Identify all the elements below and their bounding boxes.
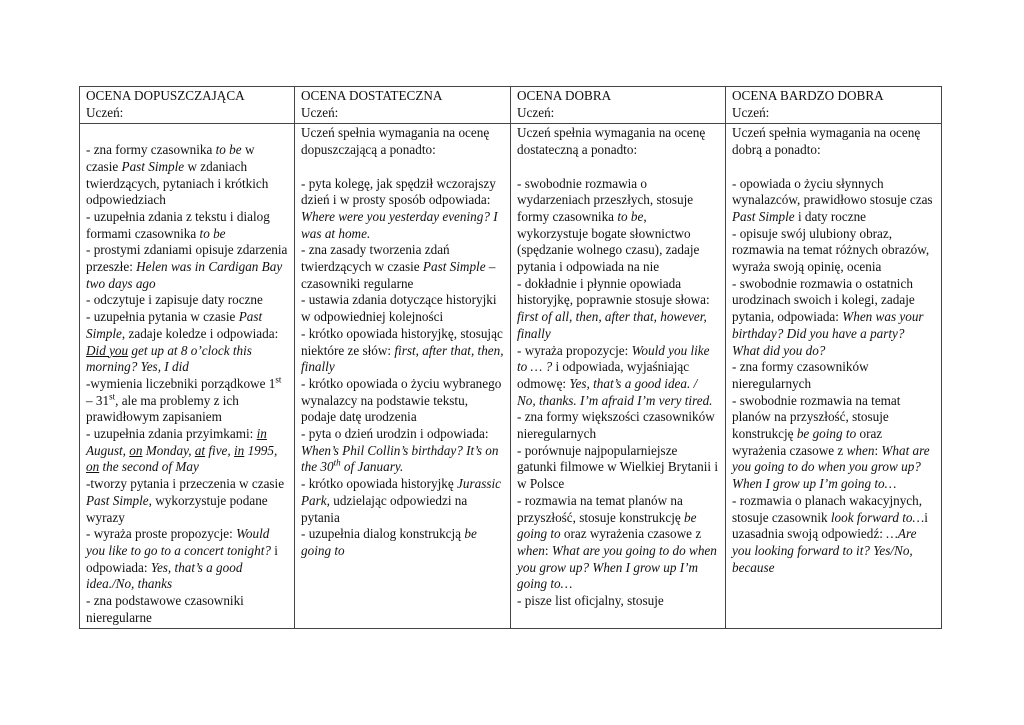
column-subtitle: Uczeń:: [517, 104, 555, 120]
criteria-item: - rozmawia na temat planów na przyszłość, stosuje konstrukcję be going to oraz wyrażenia czasowe z when: What are you going to do when you grow up? When I grow up I’m going to…: [517, 492, 717, 592]
criteria-item: - opowiada o życiu słynnych wynalazców, prawidłowo stosuje czas Past Simple i daty roczne: [732, 175, 933, 224]
criteria-item: - ustawia zdania dotyczące historyjki w odpowiedniej kolejności: [301, 292, 497, 325]
header-cell: [511, 87, 726, 124]
header-cell: [295, 87, 511, 124]
criteria-item: - swobodnie rozmawia o wydarzeniach przeszłych, stosuje formy czasownika to be, wykorzystuje bogate słownictwo (spędzanie wolnego czasu), zadaje pytania i odpowiada na nie: [517, 175, 700, 275]
criteria-item: - wyraża propozycje: Would you like to … ? i odpowiada, wyjaśniając odmowę: Yes, that’s a good idea. / No, thanks. I’m afraid I’m very tired.: [517, 342, 713, 408]
spacer: [517, 159, 719, 176]
criteria-item: - pyta kolegę, jak spędził wczorajszy dzień i w prosty sposób odpowiada: Where were you yesterday evening? I was at home.: [301, 175, 498, 241]
column-title: OCENA DOPUSZCZAJĄCA: [86, 88, 245, 103]
criteria-item: - rozmawia o planach wakacyjnych, stosuje czasownik look forward to…i uzasadnia swoją odpowiedź: …Are you looking forward to it? Yes/No, because: [732, 492, 928, 575]
column-subtitle: Uczeń:: [86, 104, 124, 120]
criteria-item: - pisze list oficjalny, stosuje: [517, 593, 664, 609]
column-subtitle: Uczeń:: [732, 104, 770, 120]
column-subtitle: Uczeń:: [301, 104, 339, 120]
criteria-item: - pyta o dzień urodzin i odpowiada: When’s Phil Collin’s birthday? It’s on the 30th of January.: [301, 426, 499, 475]
criteria-list: [86, 142, 288, 626]
criteria-item: - krótko opowiada o życiu wybranego wynalazcy na podstawie tekstu, podaje datę urodzenia: [301, 375, 502, 425]
table-header-row: [80, 87, 942, 124]
spacer: [86, 125, 288, 142]
cell-intro: Uczeń spełnia wymagania na ocenę dobrą a ponadto:: [732, 125, 921, 158]
criteria-item: - zna formy większości czasowników nieregularnych: [517, 409, 715, 442]
spacer: [732, 159, 935, 176]
column-title: OCENA BARDZO DOBRA: [732, 88, 884, 103]
criteria-item: - krótko opowiada historyjkę Jurassic Park, udzielając odpowiedzi na pytania: [301, 476, 501, 525]
cell-intro: Uczeń spełnia wymagania na ocenę dopuszczającą a ponadto:: [301, 125, 490, 158]
criteria-item: - swobodnie rozmawia o ostatnich urodzinach swoich i kolegi, zadaje pytania, odpowiada: When was your birthday? Did you have a party? What did you do?: [732, 275, 924, 358]
criteria-cell: [80, 124, 295, 629]
criteria-item: - zna podstawowe czasowniki nieregularne: [86, 593, 244, 625]
criteria-item: -tworzy pytania i przeczenia w czasie Past Simple, wykorzystuje podane wyrazy: [86, 476, 285, 525]
criteria-list: [732, 176, 935, 577]
column-title: OCENA DOSTATECZNA: [301, 88, 443, 103]
criteria-item: - uzupełnia zdania z tekstu i dialog formami czasownika to be: [86, 208, 270, 241]
criteria-item: - uzupełnia dialog konstrukcją be going to: [301, 526, 477, 558]
cell-intro: Uczeń spełnia wymagania na ocenę dostateczną a ponadto:: [517, 125, 706, 158]
spacer: [301, 159, 504, 176]
criteria-list: [301, 176, 504, 560]
criteria-item: - uzupełnia zdania przyimkami: in August, on Monday, at five, in 1995, on the second of May: [86, 426, 278, 475]
table-body-row: [80, 124, 942, 629]
criteria-item: - dokładnie i płynnie opowiada historyjkę, poprawnie stosuje słowa: first of all, then, after that, however, finally: [517, 275, 710, 341]
criteria-item: - opisuje swój ulubiony obraz, rozmawia na temat różnych obrazów, wyraża swoją opinię, ocenia: [732, 225, 930, 275]
criteria-item: -wymienia liczebniki porządkowe 1st – 31st, ale ma problemy z ich prawidłowym zapisaniem: [86, 374, 282, 425]
criteria-item: - zna zasady tworzenia zdań twierdzących w czasie Past Simple – czasowniki regularne: [301, 242, 496, 291]
criteria-item: - swobodnie rozmawia na temat planów na przyszłość, stosuje konstrukcję be going to oraz wyrażenia czasowe z when: What are you going to do when you grow up? When I grow up I’m going to…: [732, 392, 930, 492]
header-cell: [80, 87, 295, 124]
criteria-item: - zna formy czasowników nieregularnych: [732, 359, 869, 391]
criteria-cell: [726, 124, 942, 629]
header-cell: [726, 87, 942, 124]
criteria-item: - wyraża proste propozycje: Would you like to go to a concert tonight? i odpowiada: Yes, that’s a good idea./No, thanks: [86, 526, 278, 592]
criteria-cell: [295, 124, 511, 629]
criteria-item: - odczytuje i zapisuje daty roczne: [86, 292, 263, 308]
criteria-item: - porównuje najpopularniejsze gatunki filmowe w Wielkiej Brytanii i w Polsce: [517, 442, 719, 492]
criteria-item: - krótko opowiada historyjkę, stosując niektóre ze słów: first, after that, then, finally: [301, 325, 504, 375]
criteria-cell: [511, 124, 726, 629]
grading-criteria-table: [79, 86, 942, 629]
column-title: OCENA DOBRA: [517, 88, 612, 103]
criteria-item: - prostymi zdaniami opisuje zdarzenia przeszłe: Helen was in Cardigan Bay two days ago: [86, 242, 288, 291]
criteria-item: - uzupełnia pytania w czasie Past Simple, zadaje koledze i odpowiada: Did you get up at 8 o’clock this morning? Yes, I did: [86, 309, 279, 375]
criteria-list: [517, 176, 719, 610]
criteria-item: - zna formy czasownika to be w czasie Past Simple w zdaniach twierdzących, pytaniach i krótkich odpowiedziach: [86, 142, 269, 208]
